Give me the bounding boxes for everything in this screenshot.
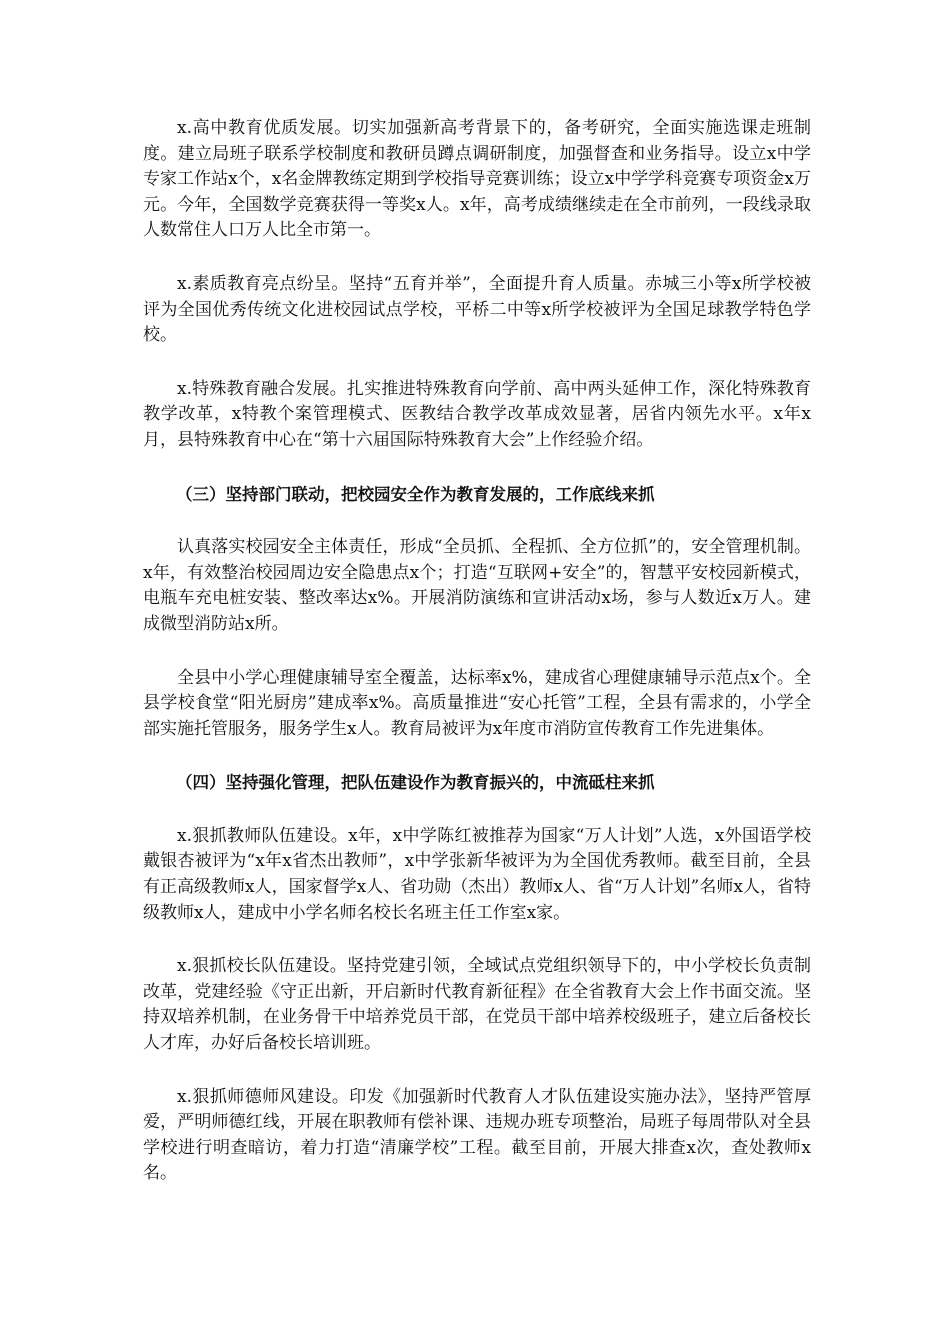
paragraph-quality-education: x.素质教育亮点纷呈。坚持“五育并举”，全面提升育人质量。赤城三小等x所学校被评为全国优秀传统文化进校园试点学校，平桥二中等x所学校被评为全国足球教学特色学校。 bbox=[143, 273, 811, 346]
paragraph-principal-team: x.狠抓校长队伍建设。坚持党建引领，全域试点党组织领导下的，中小学校长负责制改革，党建经验《守正出新，开启新时代教育新征程》在全省教育大会上作书面交流。坚持双培养机制，在业务骨干中培养党员干部，在党员干部中培养校级班子，建立后备校长人才库，办好后备校长培训班。 bbox=[143, 956, 811, 1054]
paragraph-teacher-team: x.狠抓教师队伍建设。x年，x中学陈红被推荐为国家“万人计划”人选，x外国语学校戴银杏被评为“x年x省杰出教师”，x中学张新华被评为为全国优秀教师。截至目前，全县有正高级教师x人，国家督学x人、省功勋（杰出）教师x人、省“万人计划”名师x人，省特级教师x人，建成中小学名师名校长名班主任工作室x家。 bbox=[143, 825, 811, 923]
paragraph-special-education: x.特殊教育融合发展。扎实推进特殊教育向学前、高中两头延伸工作，深化特殊教育教学改革，x特教个案管理模式、医教结合教学改革成效显著，居省内领先水平。x年x月，县特殊教育中心在“第十六届国际特殊教育大会”上作经验介绍。 bbox=[143, 378, 811, 450]
document-body bbox=[143, 116, 811, 1215]
section-heading-team-building: （四）坚持强化管理，把队伍建设作为教育振兴的，中流砥柱来抓 bbox=[176, 773, 655, 793]
paragraph-mental-health: 全县中小学心理健康辅导室全覆盖，达标率x%，建成省心理健康辅导示范点x个。全县学校食堂“阳光厨房”建成率x%。高质量推进“安心托管”工程，全县有需求的，小学全部实施托管服务，服务学生x人。教育局被评为x年度市消防宣传教育工作先进集体。 bbox=[143, 667, 811, 739]
paragraph-safety-mechanism: 认真落实校园安全主体责任，形成“全员抓、全程抓、全方位抓”的，安全管理机制。x年，有效整治校园周边安全隐患点x个；打造“互联网+安全”的，智慧平安校园新模式，电瓶车充电桩安装、整改率达x%。开展消防演练和宣讲活动x场，参与人数近x万人。建成微型消防站x所。 bbox=[143, 537, 811, 634]
paragraph-teacher-ethics: x.狠抓师德师风建设。印发《加强新时代教育人才队伍建设实施办法》，坚持严管厚爱，严明师德红线，开展在职教师有偿补课、违规办班专项整治，局班子每周带队对全县学校进行明查暗访，着力打造“清廉学校”工程。截至目前，开展大排查x次，查处教师x名。 bbox=[143, 1086, 811, 1184]
paragraph-high-school-education: x.高中教育优质发展。切实加强新高考背景下的，备考研究，全面实施选课走班制度。建立局班子联系学校制度和教研员蹲点调研制度，加强督查和业务指导。设立x中学专家工作站x个，x名金牌教练定期到学校指导竞赛训练；设立x中学学科竞赛专项资金x万元。今年，全国数学竞赛获得一等奖x人。x年，高考成绩继续走在全市前列，一段线录取人数常住人口万人比全市第一。 bbox=[143, 118, 811, 241]
section-heading-campus-safety: （三）坚持部门联动，把校园安全作为教育发展的，工作底线来抓 bbox=[176, 484, 655, 504]
